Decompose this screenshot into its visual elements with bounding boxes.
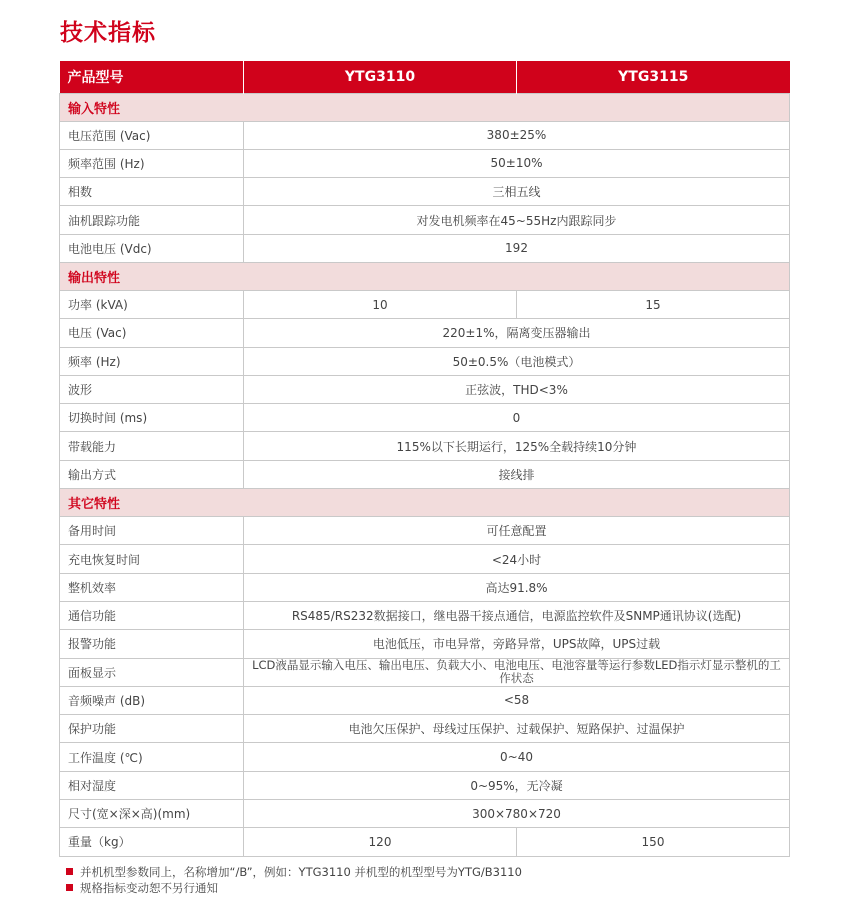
row-label: 电压范围 (Vac) xyxy=(60,121,244,149)
footnote xyxy=(66,864,522,880)
row-label: 通信功能 xyxy=(60,601,244,629)
row-label: 频率范围 (Hz) xyxy=(60,149,244,177)
row-label: 油机跟踪功能 xyxy=(60,206,244,234)
row-value: LCD液晶显示输入电压、输出电压、负载大小、电池电压、电池容量等运行参数LED指示灯显示整机的工作状态 xyxy=(244,658,790,686)
table-row xyxy=(60,432,790,460)
row-value: 380±25% xyxy=(244,121,790,149)
table-row xyxy=(60,375,790,403)
footnote-text: 规格指标变动恕不另行通知 xyxy=(80,881,218,895)
row-value: 电池欠压保护、母线过压保护、过载保护、短路保护、过温保护 xyxy=(244,715,790,743)
table-row xyxy=(60,319,790,347)
header-label: 产品型号 xyxy=(60,61,244,93)
row-value: RS485/RS232数据接口，继电器干接点通信，电源监控软件及SNMP通讯协议(选配) xyxy=(244,601,790,629)
row-label: 波形 xyxy=(60,375,244,403)
row-value-model-1: 120 xyxy=(244,828,517,856)
row-label: 整机效率 xyxy=(60,573,244,601)
section-title: 输出特性 xyxy=(60,262,790,290)
table-header-row xyxy=(60,61,790,93)
row-label: 电压 (Vac) xyxy=(60,319,244,347)
row-label: 电池电压 (Vdc) xyxy=(60,234,244,262)
row-value: 192 xyxy=(244,234,790,262)
red-square-bullet-icon xyxy=(66,868,73,875)
row-label: 尺寸(宽×深×高)(mm) xyxy=(60,800,244,828)
row-label: 工作温度 (℃) xyxy=(60,743,244,771)
table-row xyxy=(60,234,790,262)
row-label: 面板显示 xyxy=(60,658,244,686)
row-label: 频率 (Hz) xyxy=(60,347,244,375)
row-value: <58 xyxy=(244,686,790,714)
table-row xyxy=(60,347,790,375)
row-label: 相对湿度 xyxy=(60,771,244,799)
footnotes xyxy=(66,864,522,896)
row-label: 带载能力 xyxy=(60,432,244,460)
section-title: 输入特性 xyxy=(60,93,790,121)
row-value-model-2: 15 xyxy=(517,290,790,318)
table-row xyxy=(60,828,790,856)
table-row xyxy=(60,771,790,799)
row-value: 高达91.8% xyxy=(244,573,790,601)
row-value-model-1: 10 xyxy=(244,290,517,318)
table-row xyxy=(60,460,790,488)
row-value: 三相五线 xyxy=(244,178,790,206)
row-label: 输出方式 xyxy=(60,460,244,488)
table-row xyxy=(60,601,790,629)
table-row xyxy=(60,800,790,828)
table-row xyxy=(60,178,790,206)
footnote-text: 并机机型参数同上，名称增加“/B”，例如：YTG3110 并机型的机型型号为YTG/B3110 xyxy=(80,865,522,879)
table-row xyxy=(60,658,790,686)
row-value: 50±0.5%（电池模式） xyxy=(244,347,790,375)
table-row xyxy=(60,404,790,432)
footnote xyxy=(66,880,522,896)
row-value: 220±1%，隔离变压器输出 xyxy=(244,319,790,347)
row-value-model-2: 150 xyxy=(517,828,790,856)
row-label: 相数 xyxy=(60,178,244,206)
row-label: 保护功能 xyxy=(60,715,244,743)
table-row xyxy=(60,630,790,658)
row-label: 切换时间 (ms) xyxy=(60,404,244,432)
row-value: <24小时 xyxy=(244,545,790,573)
table-row xyxy=(60,545,790,573)
row-value: 0~40 xyxy=(244,743,790,771)
table-row xyxy=(60,686,790,714)
table-row xyxy=(60,517,790,545)
row-label: 功率 (kVA) xyxy=(60,290,244,318)
row-value: 50±10% xyxy=(244,149,790,177)
row-label: 重量（kg） xyxy=(60,828,244,856)
table-row xyxy=(60,715,790,743)
header-model-2: YTG3115 xyxy=(517,61,790,93)
row-label: 充电恢复时间 xyxy=(60,545,244,573)
header-model-1: YTG3110 xyxy=(244,61,517,93)
spec-table xyxy=(59,61,790,857)
row-value: 0~95%，无冷凝 xyxy=(244,771,790,799)
section-header-row xyxy=(60,262,790,290)
section-header-row xyxy=(60,93,790,121)
row-value: 接线排 xyxy=(244,460,790,488)
section-title: 其它特性 xyxy=(60,489,790,517)
table-row xyxy=(60,573,790,601)
row-label: 备用时间 xyxy=(60,517,244,545)
spec-table-body xyxy=(60,93,790,856)
table-row xyxy=(60,290,790,318)
red-square-bullet-icon xyxy=(66,884,73,891)
table-row xyxy=(60,206,790,234)
row-value: 0 xyxy=(244,404,790,432)
row-value: 300×780×720 xyxy=(244,800,790,828)
row-label: 报警功能 xyxy=(60,630,244,658)
table-row xyxy=(60,121,790,149)
page-title: 技术指标 xyxy=(60,20,156,46)
table-row xyxy=(60,743,790,771)
row-value: 对发电机频率在45~55Hz内跟踪同步 xyxy=(244,206,790,234)
section-header-row xyxy=(60,489,790,517)
row-value: 115%以下长期运行，125%全载持续10分钟 xyxy=(244,432,790,460)
row-label: 音频噪声 (dB) xyxy=(60,686,244,714)
row-value: 正弦波，THD<3% xyxy=(244,375,790,403)
row-value: 电池低压，市电异常，旁路异常，UPS故障，UPS过载 xyxy=(244,630,790,658)
row-value: 可任意配置 xyxy=(244,517,790,545)
table-row xyxy=(60,149,790,177)
